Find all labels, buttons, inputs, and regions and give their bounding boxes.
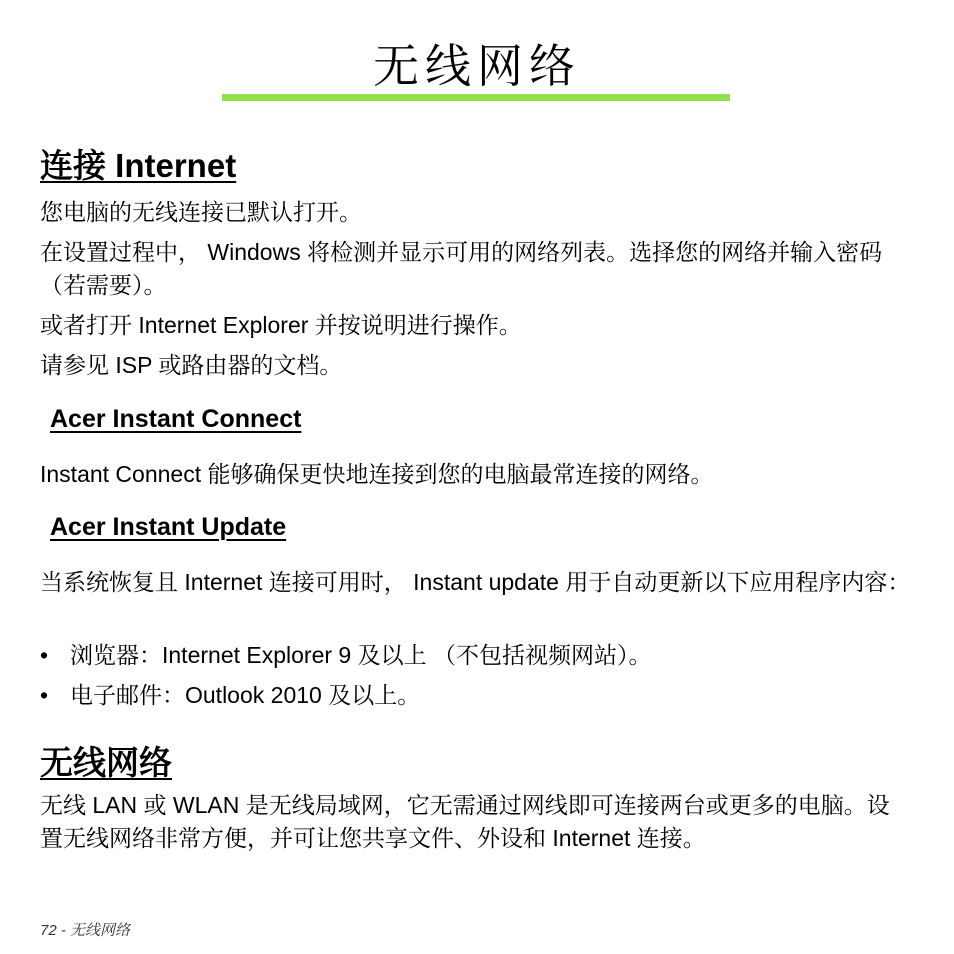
connect-paragraph-1: 您电脑的无线连接已默认打开。 bbox=[40, 199, 362, 225]
wireless-network-text: 无线 LAN 或 WLAN 是无线局域网，它无需通过网线即可连接两台或更多的电脑。设置无线网络非常方便，并可让您共享文件、外设和 Internet 连接。 bbox=[40, 792, 890, 851]
bullet-text: 浏览器：Internet Explorer 9 及以上 （不包括视频网站）。 bbox=[70, 642, 652, 668]
bullet-icon: • bbox=[40, 642, 49, 668]
connect-internet-heading: 连接 Internet bbox=[40, 147, 237, 184]
instant-connect-text: Instant Connect 能够确保更快地连接到您的电脑最常连接的网络。 bbox=[40, 461, 714, 487]
instant-update-text: 当系统恢复且 Internet 连接可用时， Instant update 用于自动更新以下应用程序内容： bbox=[40, 569, 911, 595]
connect-paragraph-3: 或者打开 Internet Explorer 并按说明进行操作。 bbox=[40, 312, 522, 338]
page-footer: 72 - 无线网络 bbox=[40, 922, 131, 939]
page-title: 无线网络 bbox=[373, 39, 581, 93]
instant-connect-heading: Acer Instant Connect bbox=[50, 405, 302, 433]
bullet-text: 电子邮件：Outlook 2010 及以上。 bbox=[70, 682, 421, 708]
connect-paragraph-2: 在设置过程中， Windows 将检测并显示可用的网络列表。选择您的网络并输入密码 （若需要）。 bbox=[40, 239, 883, 298]
title-underline-bar bbox=[222, 94, 730, 101]
wireless-network-heading: 无线网络 bbox=[40, 744, 172, 781]
instant-update-heading: Acer Instant Update bbox=[50, 513, 287, 541]
connect-paragraph-4: 请参见 ISP 或路由器的文档。 bbox=[40, 352, 343, 378]
bullet-icon: • bbox=[40, 682, 49, 708]
